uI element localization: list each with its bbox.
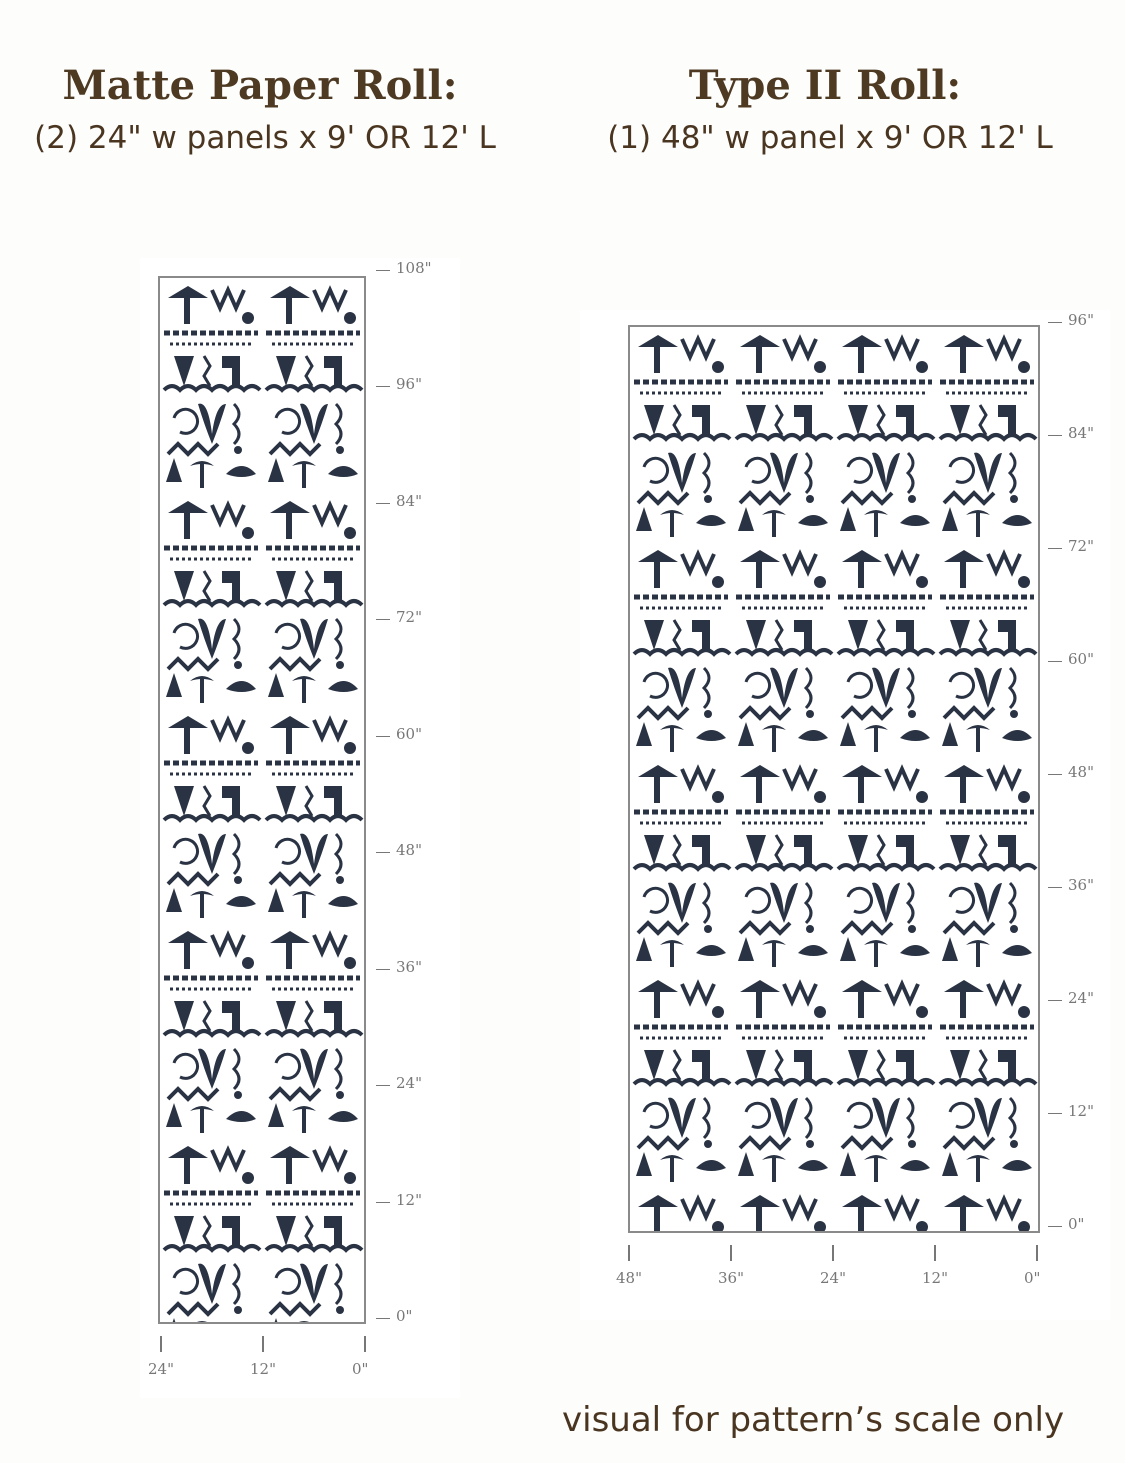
left-height-tick-label: 48": [396, 841, 422, 860]
left-width-tick: [364, 1336, 366, 1352]
scale-disclaimer: visual for pattern’s scale only: [562, 1400, 1065, 1440]
left-height-tick-label: 60": [396, 724, 422, 743]
left-width-tick: [160, 1336, 162, 1352]
left-height-tick: [376, 619, 390, 620]
right-height-tick-label: 12": [1068, 1102, 1094, 1120]
left-height-tick-label: 12": [396, 1190, 422, 1209]
left-height-tick: [376, 503, 390, 504]
right-width-tick-label: 36": [718, 1269, 744, 1287]
left-height-tick: [376, 852, 390, 853]
left-roll-subtitle: (2) 24" w panels x 9' OR 12' L: [34, 120, 496, 156]
left-height-tick-label: 84": [396, 491, 422, 510]
right-height-tick-label: 96": [1068, 311, 1094, 329]
left-width-tick: [262, 1336, 264, 1352]
left-height-tick-label: 24": [396, 1074, 422, 1093]
right-pattern-swatch: [630, 327, 1038, 1231]
left-height-tick: [376, 386, 390, 387]
right-height-tick: [1048, 322, 1062, 323]
right-height-tick: [1048, 548, 1062, 549]
right-height-tick: [1048, 1226, 1062, 1227]
left-pattern-panel: [158, 276, 366, 1324]
left-width-tick-label: 0": [352, 1360, 369, 1378]
right-roll-figure: [580, 310, 1110, 1320]
left-height-tick-label: 36": [396, 957, 422, 976]
right-height-tick-label: 72": [1068, 537, 1094, 555]
left-height-tick: [376, 969, 390, 970]
right-height-tick-label: 24": [1068, 989, 1094, 1007]
right-roll-title: Type II Roll:: [688, 62, 962, 109]
right-width-tick-label: 24": [820, 1269, 846, 1287]
right-height-tick: [1048, 1000, 1062, 1001]
left-height-tick: [376, 1085, 390, 1086]
right-roll-subtitle: (1) 48" w panel x 9' OR 12' L: [607, 120, 1053, 156]
right-width-tick-label: 0": [1024, 1269, 1041, 1287]
left-height-tick-label: 0": [396, 1307, 413, 1325]
right-width-tick: [730, 1245, 732, 1261]
right-height-tick: [1048, 774, 1062, 775]
right-width-tick: [832, 1245, 834, 1261]
right-height-tick-label: 36": [1068, 876, 1094, 894]
right-width-tick: [628, 1245, 630, 1261]
left-height-tick: [376, 736, 390, 737]
right-width-tick-label: 48": [616, 1269, 642, 1287]
right-width-tick: [1036, 1245, 1038, 1261]
left-pattern-swatch: [160, 278, 364, 1322]
right-width-tick-label: 12": [922, 1269, 948, 1287]
left-height-tick-label: 72": [396, 608, 422, 627]
left-height-tick: [376, 270, 390, 271]
right-width-tick: [934, 1245, 936, 1261]
left-height-tick-label: 96": [396, 375, 422, 394]
left-height-tick: [376, 1202, 390, 1203]
right-height-tick-label: 60": [1068, 650, 1094, 668]
right-height-tick-label: 84": [1068, 424, 1094, 442]
right-height-tick: [1048, 661, 1062, 662]
left-roll-figure: [140, 258, 460, 1398]
right-height-tick-label: 0": [1068, 1215, 1085, 1233]
right-height-tick: [1048, 887, 1062, 888]
left-height-tick-label: 108": [396, 259, 432, 277]
left-roll-title: Matte Paper Roll:: [62, 62, 458, 109]
left-height-tick: [376, 1318, 390, 1319]
right-height-tick-label: 48": [1068, 763, 1094, 781]
right-height-tick: [1048, 435, 1062, 436]
left-width-tick-label: 24": [148, 1360, 174, 1378]
right-height-tick: [1048, 1113, 1062, 1114]
right-pattern-panel: [628, 325, 1040, 1233]
left-width-tick-label: 12": [250, 1360, 276, 1378]
